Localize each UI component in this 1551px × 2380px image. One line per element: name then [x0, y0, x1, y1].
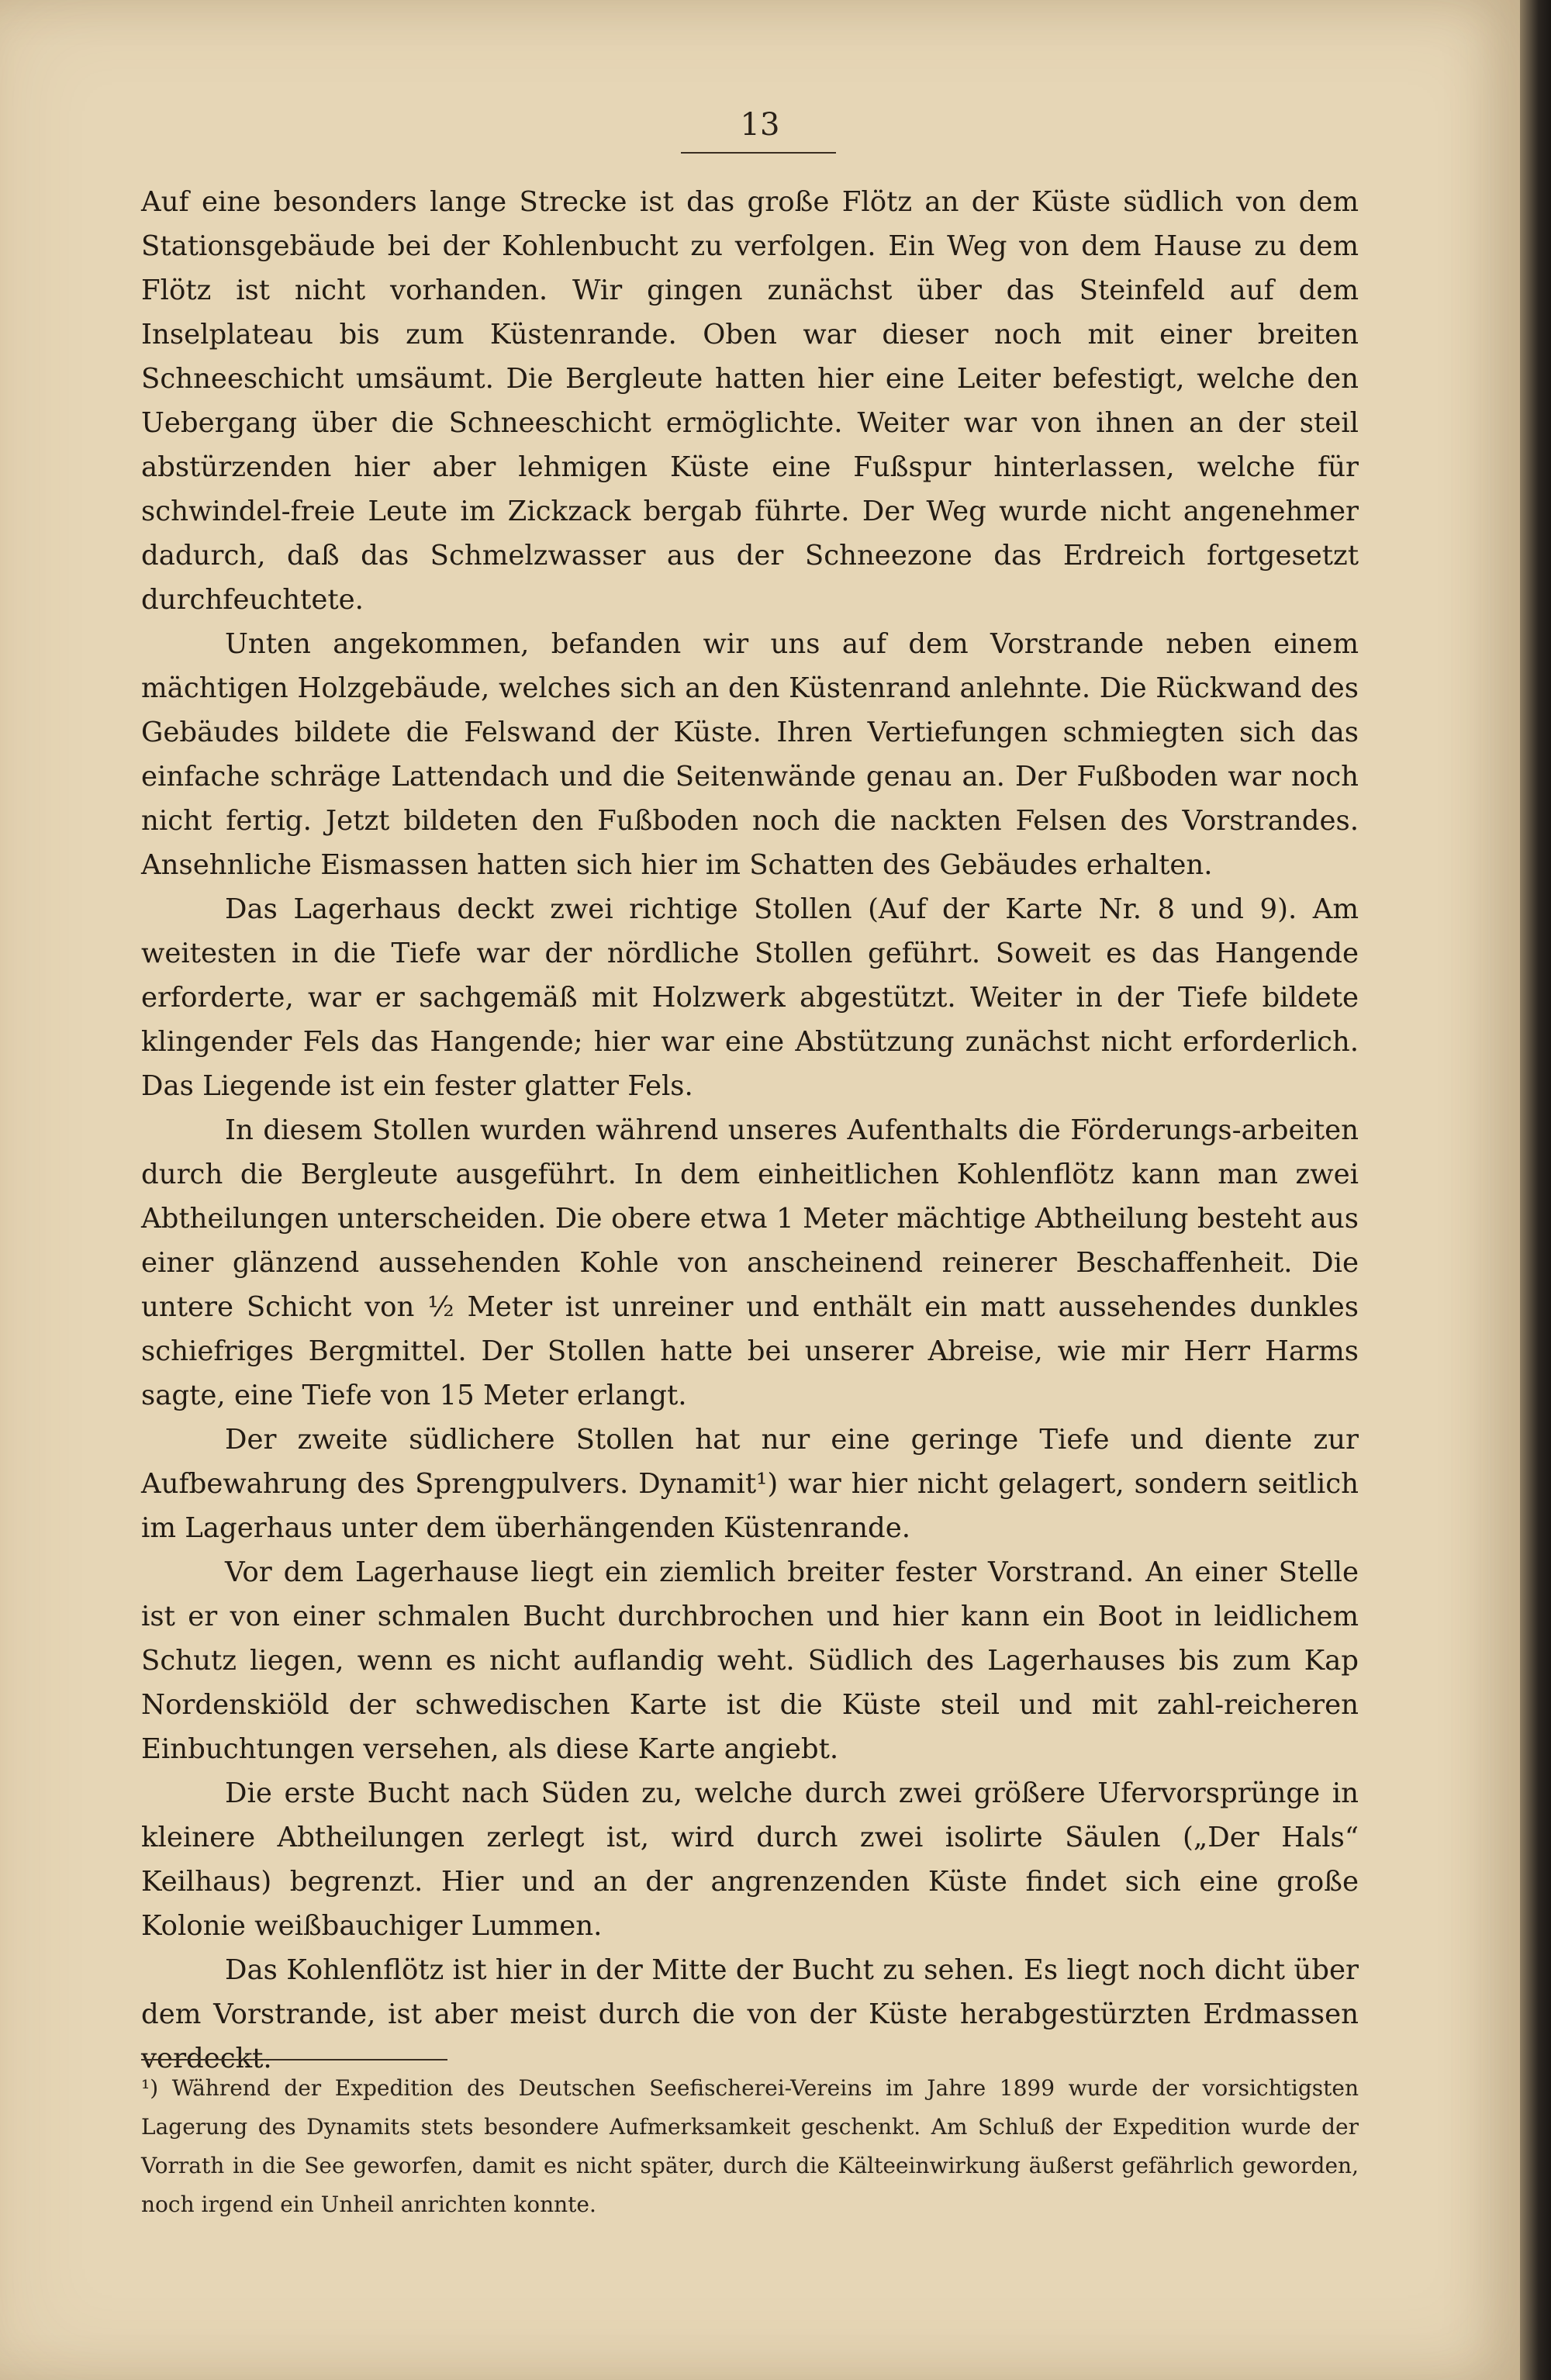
paragraph-8: Das Kohlenflötz ist hier in der Mitte der Bucht zu sehen. Es liegt noch dicht über dem Vorstrande, ist aber meist durch die von der Küste herabgestürzten Erdmassen verdeckt. — [141, 1954, 1359, 2074]
paragraph-1: Auf eine besonders lange Strecke ist das große Flötz an der Küste südlich von dem Stationsgebäude bei der Kohlenbucht zu verfolgen. Ein Weg von dem Hause zu dem Flötz ist nicht vorhanden. Wir gingen zunächst über das Steinfeld auf dem Inselplateau bis zum Küstenrande. Oben war dieser noch mit einer breiten Schneeschicht umsäumt. Die Bergleute hatten hier eine Leiter befestigt, welche den Uebergang über die Schneeschicht ermöglichte. Weiter war von ihnen an der steil abstürzenden hier aber lehmigen Küste eine Fußspur hinterlassen, welche für schwindel-freie Leute im Zickzack bergab führte. Der Weg wurde nicht angenehmer dadurch, daß das Schmelzwasser aus der Schneezone das Erdreich fortgesetzt durchfeuchtete. — [141, 186, 1359, 616]
page-number: 13 — [740, 107, 780, 143]
paragraph-6: Vor dem Lagerhause liegt ein ziemlich breiter fester Vorstrand. An einer Stelle ist er von einer schmalen Bucht durchbrochen und hier kann ein Boot in leidlichem Schutz liegen, wenn es nicht auflandig weht. Südlich des Lagerhauses bis zum Kap Nordenskiöld der schwedischen Karte ist die Küste steil und mit zahl-reicheren Einbuchtungen versehen, als diese Karte angiebt. — [141, 1556, 1359, 1765]
page-edge-shadow — [1520, 0, 1551, 2380]
body-text — [141, 180, 1359, 2081]
paragraph-7: Die erste Bucht nach Süden zu, welche durch zwei größere Ufervorsprünge in kleinere Abtheilungen zerlegt ist, wird durch zwei isolirte Säulen („Der Hals“ Keilhaus) begrenzt. Hier und an der angrenzenden Küste findet sich eine große Kolonie weißbauchiger Lummen. — [141, 1777, 1359, 1942]
footnote: ¹) Während der Expedition des Deutschen Seefischerei-Vereins im Jahre 1899 wurde der vorsichtigsten Lagerung des Dynamits stets besondere Aufmerksamkeit geschenkt. Am Schluß der Expedition wurde der Vorrath in die See geworfen, damit es nicht später, durch die Kälteeinwirkung äußerst gefährlich geworden, noch irgend ein Unheil anrichten konnte. — [141, 2075, 1359, 2217]
paragraph-4: In diesem Stollen wurden während unseres Aufenthalts die Förderungs-arbeiten durch die Bergleute ausgeführt. In dem einheitlichen Kohlenflötz kann man zwei Abtheilungen unterscheiden. Die obere etwa 1 Meter mächtige Abtheilung besteht aus einer glänzend aussehenden Kohle von anscheinend reinerer Beschaffenheit. Die untere Schicht von ½ Meter ist unreiner und enthält ein matt aussehendes dunkles schiefriges Bergmittel. Der Stollen hatte bei unserer Abreise, wie mir Herr Harms sagte, eine Tiefe von 15 Meter erlangt. — [141, 1114, 1359, 1411]
paragraph-2: Unten angekommen, befanden wir uns auf dem Vorstrande neben einem mächtigen Holzgebäude, welches sich an den Küstenrand anlehnte. Die Rückwand des Gebäudes bildete die Felswand der Küste. Ihren Vertiefungen schmiegten sich das einfache schräge Lattendach und die Seitenwände genau an. Der Fußboden war noch nicht fertig. Jetzt bildeten den Fußboden noch die nackten Felsen des Vorstrandes. Ansehnliche Eismassen hatten sich hier im Schatten des Gebäudes erhalten. — [141, 628, 1359, 881]
footnote-rule — [141, 2059, 447, 2060]
header-rule — [681, 152, 836, 154]
paragraph-3: Das Lagerhaus deckt zwei richtige Stollen (Auf der Karte Nr. 8 und 9). Am weitesten in die Tiefe war der nördliche Stollen geführt. Soweit es das Hangende erforderte, war er sachgemäß mit Holzwerk abgestützt. Weiter in der Tiefe bildete klingender Fels das Hangende; hier war eine Abstützung zunächst nicht erforderlich. Das Liegende ist ein fester glatter Fels. — [141, 893, 1359, 1102]
paragraph-5: Der zweite südlichere Stollen hat nur eine geringe Tiefe und diente zur Aufbewahrung des Sprengpulvers. Dynamit¹) war hier nicht gelagert, sondern seitlich im Lagerhaus unter dem überhängenden Küstenrande. — [141, 1424, 1359, 1544]
